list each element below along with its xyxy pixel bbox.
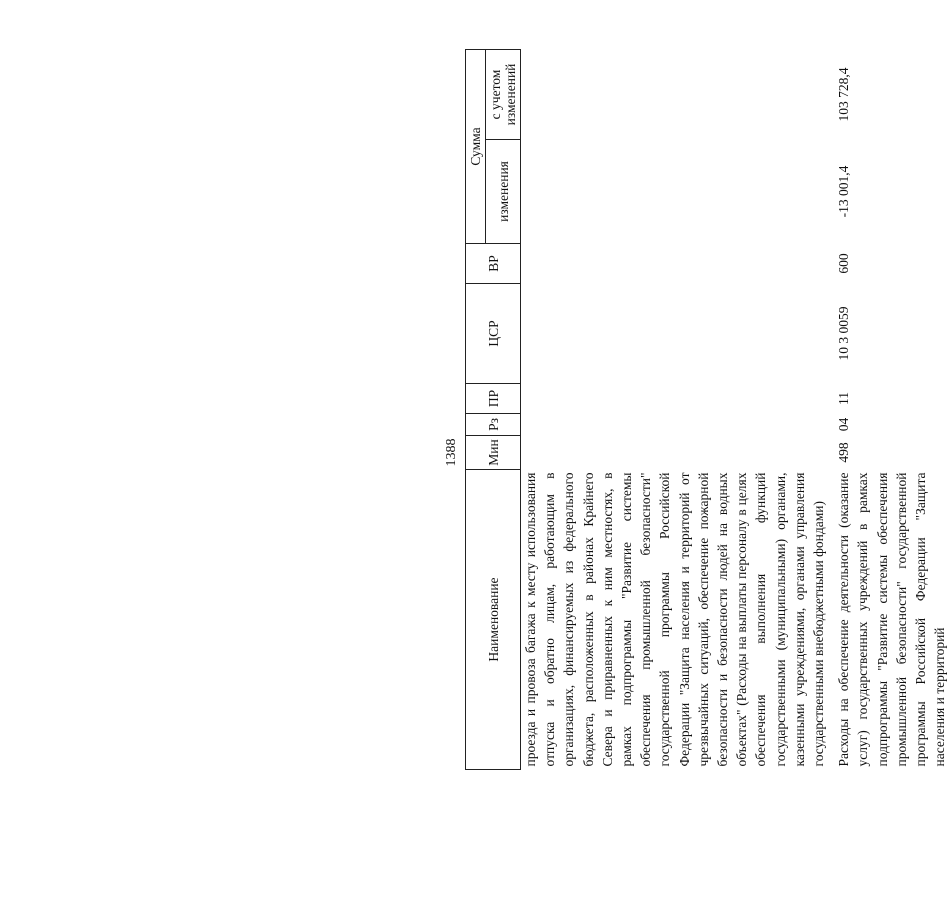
header-sum: Сумма <box>466 49 486 243</box>
row-with-changes <box>521 49 829 139</box>
header-changes: изменения <box>486 140 521 244</box>
header-csr: ЦСР <box>466 284 521 384</box>
header-with-changes: с учетом изменений <box>486 49 521 139</box>
header-pr: ПР <box>466 384 521 414</box>
row-changes: -13 001,4 <box>836 165 852 218</box>
row-vr <box>521 244 829 284</box>
row-csr: 10 3 0059 <box>836 306 852 361</box>
row-vr: 600 <box>836 253 852 274</box>
budget-table <box>465 49 949 770</box>
table-row <box>521 49 829 769</box>
row-with-changes: 103 728,4 <box>836 67 852 122</box>
row-min: 498 <box>836 442 852 463</box>
header-row-top <box>466 49 486 769</box>
row-name: проезда и провоза багажа к месту использования отпуска и обратно лицам, работающим в организациях, финансируемых из федерального бюджета, расположенных в районах Крайнего Севера и приравненных к ним местностях, в рамках подпрограммы "Развитие системы обеспечения промышленной безопасности" государственной программы Российской Федерации "Защита населения и территорий от чрезвычайных ситуаций, обеспечение пожарной безопасности и безопасности людей на водных объектах" (Расходы на выплаты персоналу в целях обеспечения выполнения функций государственными (муниципальными) органами, казенными учреждениями, органами управления государственными внебюджетными фондами) <box>523 472 827 767</box>
header-rz: Рз <box>466 414 521 436</box>
row-min <box>521 436 829 470</box>
header-vr: ВР <box>466 244 521 284</box>
page-number: 1388 <box>444 438 459 467</box>
header-name: Наименование <box>466 470 521 770</box>
row-rz: 04 <box>836 417 852 432</box>
row-rz <box>521 414 829 436</box>
table-row <box>834 49 949 769</box>
row-csr <box>521 284 829 384</box>
row-changes <box>521 140 829 244</box>
row-name: Расходы на обеспечение деятельности (оказание услуг) государственных учреждений в рамках подпрограммы "Развитие системы обеспечения промышленной безопасности" государственной программы Российской Федерации "Защита населения и территорий <box>836 472 948 767</box>
header-min: Мин <box>466 436 521 470</box>
row-pr: 11 <box>836 392 852 405</box>
row-pr <box>521 384 829 414</box>
